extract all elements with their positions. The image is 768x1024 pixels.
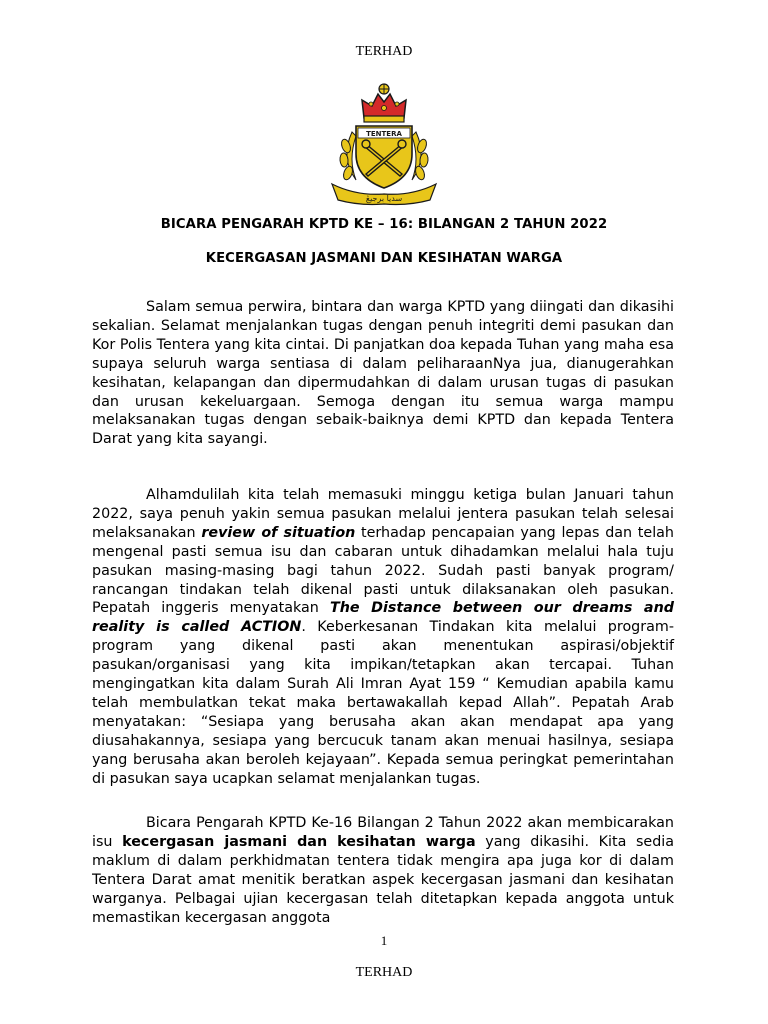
header-classification: TERHAD	[355, 44, 413, 59]
emphasis-proverb: The Distance between our dreams and reality is called ACTION	[92, 600, 674, 636]
crest-motto: سديا برجيڠ	[365, 194, 403, 203]
paragraph-review: Alhamdulilah kita telah memasuki minggu ketiga bulan Januari tahun 2022, saya penuh yakin semua pasukan melalui jentera pasukan telah selesai melaksanakan review of situation terhadap pencapaian yang lepas dan telah mengenal pasti semua isu dan cabaran untuk dihadamkan melalui hala tuju pasukan masing-masing bagi tahun 2022. Sudah pasti banyak program/ rancangan tindakan telah dikenal pasti untuk dilaksanakan oleh pasukan. Pepatah inggeris menyatakan The Distance between our dreams and reality is called ACTION. Keberkesanan Tindakan kita melalui program-program yang dikenal pasti akan menentukan aspirasi/objektif pasukan/organisasi yang kita impikan/tetapkan akan tercapai. Tuhan mengingatkan kita dalam Surah Ali Imran Ayat 159 “ Kemudian apabila kamu telah membulatkan tekat maka bertawakallah kepad Allah”. Pepatah Arab menyatakan: “Sesiapa yang berusaha akan akan mendapat apa yang diusahakannya, sesiapa yang bercucuk tanam akan menuai hasilnya, sesiapa yang berusaha akan beroleh kejayaan”. Kepada semua peringkat pemerintahan di pasukan saya ucapkan selamat menjalankan tugas.	[92, 487, 674, 787]
crown-icon	[362, 84, 406, 122]
military-police-crest-logo	[326, 80, 442, 206]
footer-classification: TERHAD	[355, 965, 413, 980]
page-number: 1	[380, 933, 388, 948]
paragraph-greeting: Salam semua perwira, bintara dan warga KPTD yang diingati dan dikasihi sekalian. Selamat menjalankan tugas dengan penuh integriti demi pasukan dan Kor Polis Tentera yang kita cintai. Di panjatkan doa kepada Tuhan yang maha esa supaya seluruh warga sentiasa di dalam peliharaanNya jua, dianugerahkan kesihatan, kelapangan dan dipermudahkan di dalam urusan tugas di pasukan dan urusan kekeluargaan. Semoga dengan itu semua warga mampu melaksanakan tugas dengan sebaik-baiknya demi KPTD dan kepada Tentera Darat yang kita sayangi.	[92, 299, 674, 448]
crest-banner-text: TENTERA	[366, 130, 402, 138]
emphasis-review-of-situation: review of situation	[201, 524, 356, 541]
document-subtitle: KECERGASAN JASMANI DAN KESIHATAN WARGA	[205, 251, 563, 266]
paragraph-topic: Bicara Pengarah KPTD Ke-16 Bilangan 2 Tahun 2022 akan membicarakan isu kecergasan jasmani dan kesihatan warga yang dikasihi. Kita sedia maklum di dalam perkhidmatan tentera tidak mengira apa juga kor di dalam Tentera Darat amat menitik beratkan aspek kecergasan jasmani dan kesihatan warganya. Pelbagai ujian kecergasan telah ditetapkan kepada anggota untuk memastikan kecergasan anggota	[92, 815, 674, 926]
document-title: BICARA PENGARAH KPTD KE – 16: BILANGAN 2 TAHUN 2022	[160, 217, 608, 232]
emphasis-topic: kecergasan jasmani dan kesihatan warga	[122, 833, 476, 850]
